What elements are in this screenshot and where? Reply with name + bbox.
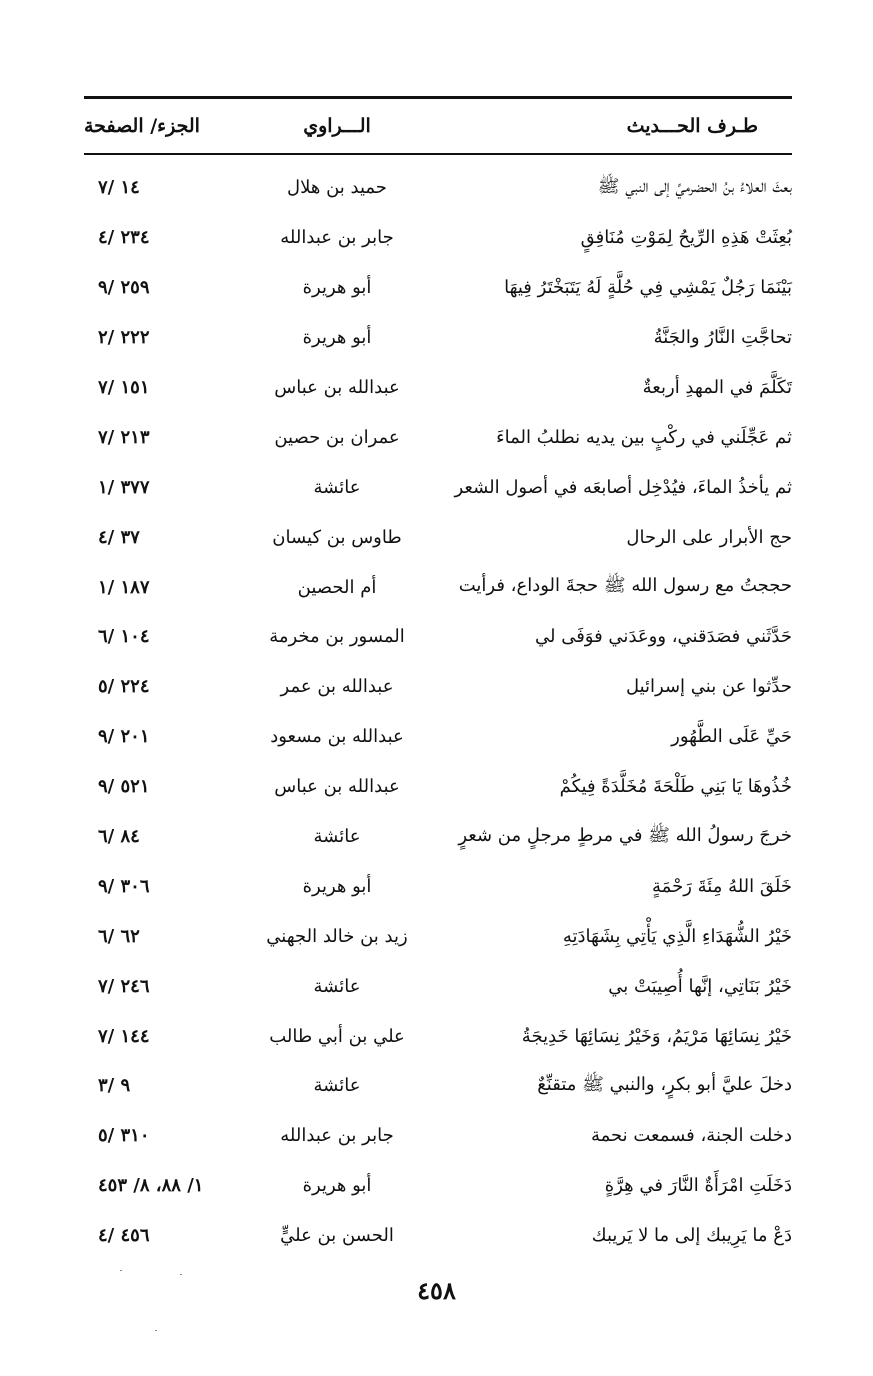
hadith-cell: بُعِثَتْ هَذِهِ الرِّيحُ لِمَوْتِ مُنَافِقٍ (580, 227, 792, 249)
table-row (84, 1111, 792, 1161)
rawi-cell: عبدالله بن عباس (274, 377, 400, 398)
hadith-cell: تحاجَّتِ النَّارُ والجَنَّةُ (653, 327, 792, 349)
ref-cell: ٣٧ /٤ (98, 526, 140, 548)
table-row (84, 562, 792, 612)
ref-cell: ١٨٧ /١ (98, 576, 150, 598)
table-row (84, 861, 792, 911)
ref-cell: ٦٢ /٦ (98, 925, 140, 947)
hadith-cell: خُذُوهَا يَا بَنِي طَلْحَةَ مُخَلَّدَةً فِيكُمْ (559, 776, 792, 798)
ref-cell: ١٤ /٧ (98, 177, 140, 199)
hadith-cell: دَعْ ما يَرِيبك إلى ما لا يَريبك (591, 1225, 792, 1247)
hadith-cell: خَيْرُ نِسَائِهَا مَرْيَمُ، وَخَيْرُ نِسَائِهَا خَدِيجَةُ (521, 1025, 792, 1047)
hadith-cell: حججتُ مع رسول الله ﷺ حجةَ الوداع، فرأيت (458, 575, 792, 597)
rawi-cell: الحسن بن عليٍّ (280, 1225, 394, 1247)
hadith-cell: دخلَ عليَّ أبو بكرٍ، والنبي ﷺ متقنِّعٌ (537, 1073, 792, 1095)
rawi-cell: علي بن أبي طالب (269, 1025, 405, 1047)
hadith-cell: بعثَ العلاءُ بنُ الحضرميِّ إلى النبي ﷺ (597, 175, 792, 197)
rawi-cell: جابر بن عبدالله (280, 1125, 394, 1147)
table-row (84, 911, 792, 961)
ref-cell: ٣٧٧ /١ (98, 476, 150, 498)
header-ref: الجزء/ الصفحة (84, 115, 200, 137)
ref-cell: ١٤٤ /٧ (98, 1025, 150, 1047)
hadith-cell: بَيْنَمَا رَجُلٌ يَمْشِي فِي حُلَّةٍ لَهُ يَتَبَخْتَرُ فِيهَا (504, 277, 792, 299)
rawi-cell: طاوس بن كيسان (272, 526, 402, 548)
table-row (84, 662, 792, 712)
table-row (84, 462, 792, 512)
table-row (84, 512, 792, 562)
hadith-cell: حَيِّ عَلَى الطَّهُور (671, 726, 792, 748)
ref-cell: ٣١٠ /٥ (98, 1125, 150, 1147)
table-row (84, 612, 792, 662)
hadith-cell: خرجَ رسولُ الله ﷺ في مرطٍ مرجلٍ من شعرٍ (458, 824, 792, 846)
ref-cell: ٢٤٦ /٧ (98, 975, 150, 997)
index-table (84, 96, 792, 1261)
rawi-cell: أبو هريرة (302, 875, 372, 897)
rawi-cell: عمران بن حصين (274, 426, 400, 448)
rawi-cell: زيد بن خالد الجهني (266, 925, 408, 947)
hadith-cell: خَلَقَ اللهُ مِئَةَ رَحْمَةٍ (652, 875, 792, 897)
table-row (84, 1211, 792, 1261)
page-number: ٤٥٨ (417, 1276, 456, 1305)
rawi-cell: أم الحصين (297, 576, 377, 598)
header-rawi: الـــراوي (303, 115, 371, 137)
table-row (84, 163, 792, 213)
hadith-cell: حَدَّثَني فصَدَقني، ووعَدَني فوَفَى لي (534, 626, 792, 648)
ref-cell: ١/ ٨٨، ٨/ ٤٥٣ (98, 1175, 204, 1197)
rawi-cell: جابر بن عبدالله (280, 227, 394, 249)
ref-cell: ٢٢٢ /٢ (98, 327, 150, 349)
table-row (84, 762, 792, 812)
rawi-cell: عبدالله بن مسعود (270, 726, 404, 748)
table-body (84, 155, 792, 1261)
table-row (84, 1061, 792, 1111)
rawi-cell: عائشة (313, 1075, 361, 1097)
rawi-cell: حميد بن هلال (287, 177, 387, 199)
table-row (84, 961, 792, 1011)
rawi-cell: عائشة (313, 476, 361, 498)
ref-cell: ٥٢١ /٩ (98, 776, 150, 798)
hadith-cell: حدِّثوا عن بني إسرائيل (625, 676, 792, 698)
rawi-cell: أبو هريرة (302, 327, 372, 349)
rawi-cell: أبو هريرة (302, 277, 372, 299)
table-row (84, 1011, 792, 1061)
table-row (84, 263, 792, 313)
ref-cell: ٢٣٤ /٤ (98, 227, 150, 249)
rawi-cell: عائشة (313, 975, 361, 997)
ref-cell: ٢٠١ /٩ (98, 726, 150, 748)
hadith-cell: ثم عَجِّلَني في ركْبٍ بين يديه نطلبُ الماءَ (496, 426, 792, 448)
ref-cell: ١٥١ /٧ (98, 377, 150, 398)
hadith-cell: دخلت الجنة، فسمعت نحمة (590, 1125, 792, 1147)
ref-cell: ٨٤ /٦ (98, 826, 140, 848)
rawi-cell: أبو هريرة (302, 1175, 372, 1197)
ref-cell: ٣٠٦ /٩ (98, 875, 150, 897)
table-row (84, 712, 792, 762)
ref-cell: ٩ /٣ (98, 1075, 131, 1097)
hadith-cell: خَيْرُ بَنَاتِي، إنَّها أُصِيبَتْ بي (608, 975, 792, 997)
table-row (84, 213, 792, 263)
table-row (84, 412, 792, 462)
hadith-cell: ثم يأخذُ الماءَ، فيُدْخِل أصابعَه في أصول الشعر (454, 476, 792, 498)
ref-cell: ٢١٣ /٧ (98, 426, 150, 448)
ref-cell: ٢٢٤ /٥ (98, 676, 150, 698)
ref-cell: ٢٥٩ /٩ (98, 277, 150, 299)
ref-cell: ٤٥٦ /٤ (98, 1225, 150, 1247)
rawi-cell: عبدالله بن عمر (280, 676, 394, 698)
table-row (84, 313, 792, 363)
table-row (84, 363, 792, 413)
table-row (84, 812, 792, 862)
hadith-cell: حج الأبرار على الرحال (626, 526, 792, 548)
hadith-cell: دَخَلَتِ امْرَأَةٌ النَّارَ في هِرَّةٍ (604, 1175, 792, 1197)
header-hadith: طـرف الحـــديث (626, 115, 758, 137)
table-row (84, 1161, 792, 1211)
rawi-cell: المسور بن مخرمة (269, 626, 405, 648)
hadith-cell: تَكَلَّمَ في المهدِ أربعةٌ (642, 377, 792, 398)
table-header (84, 99, 792, 155)
rawi-cell: عائشة (313, 826, 361, 848)
ref-cell: ١٠٤ /٦ (98, 626, 150, 648)
rawi-cell: عبدالله بن عباس (274, 776, 400, 798)
hadith-cell: خَيْرُ الشُّهَدَاءِ الَّذِي يَأْتِي بِشَهَادَتِهِ (562, 925, 792, 947)
